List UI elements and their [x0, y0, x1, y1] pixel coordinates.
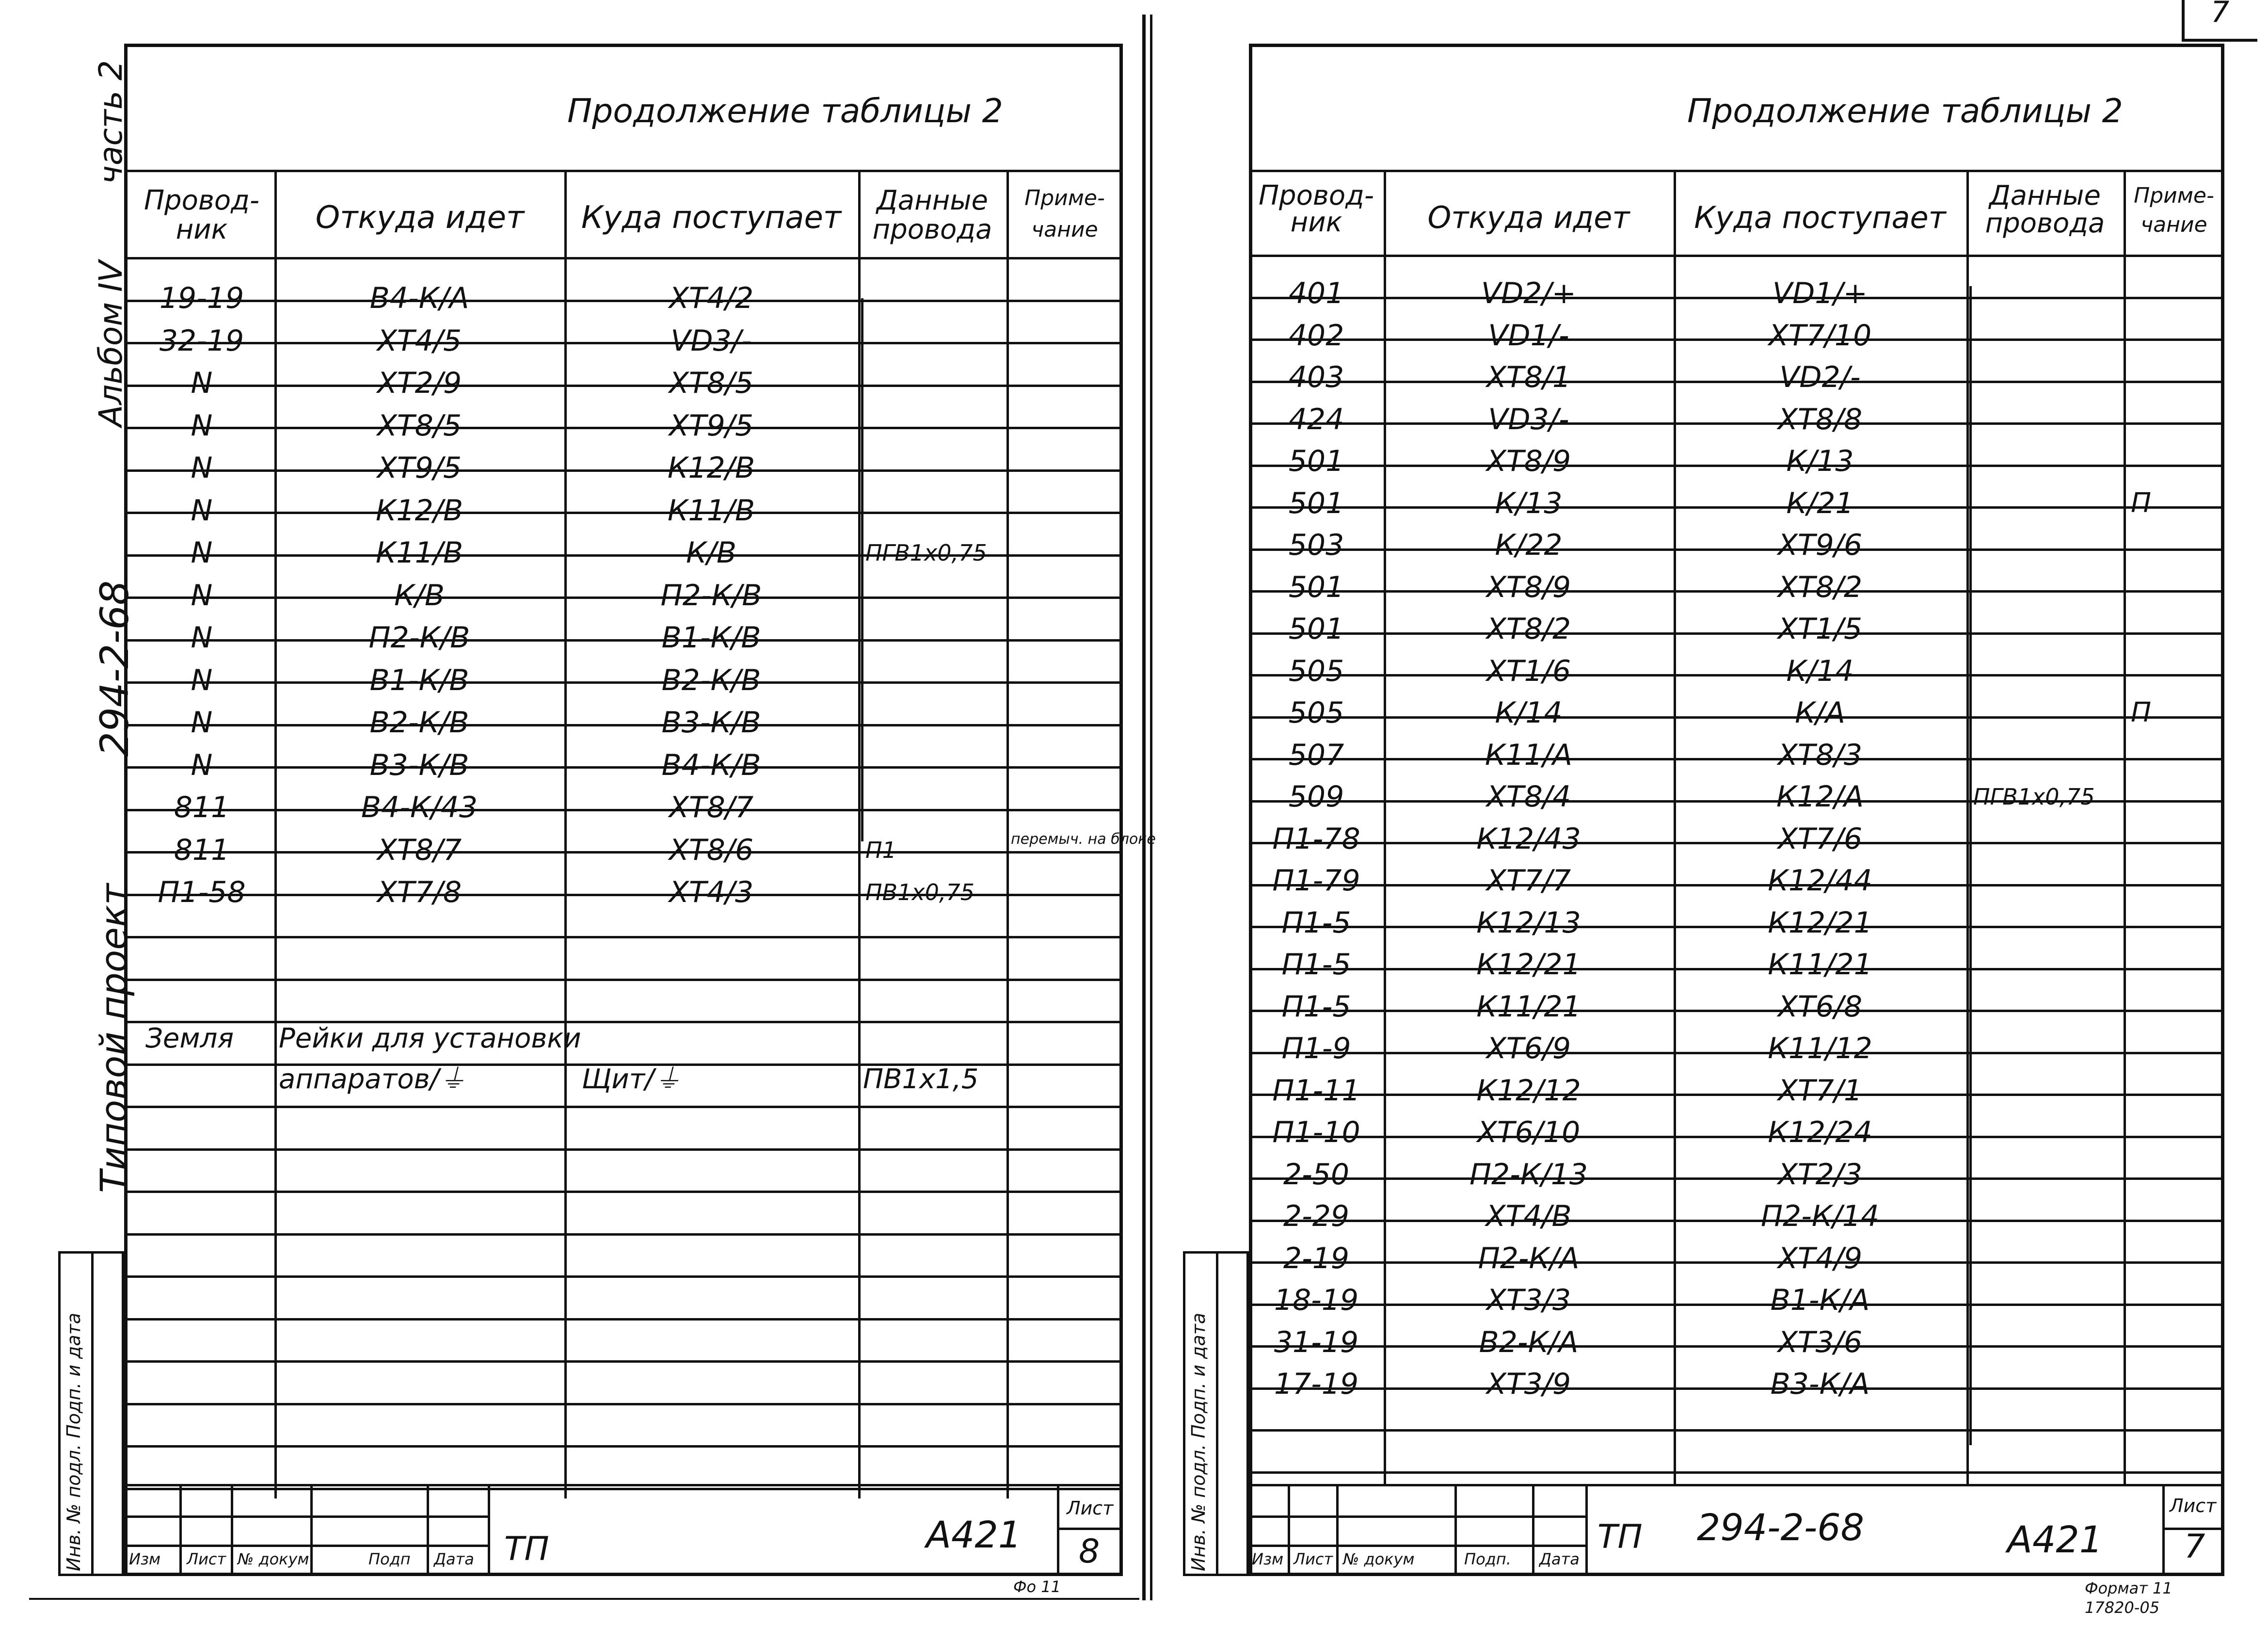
- left-header-top: [124, 170, 1123, 172]
- right-h1b: ник: [1290, 207, 1342, 238]
- left-row-3-col-a: N: [191, 408, 213, 443]
- right-row-7-col-c: ХТ8/2: [1777, 570, 1863, 604]
- left-row-10-col-b: В2-К/В: [369, 706, 469, 740]
- right-row-19-col-c: ХТ7/1: [1777, 1073, 1863, 1108]
- right-row-19-col-a: П1-11: [1272, 1073, 1360, 1108]
- right-row-22-col-a: 2-29: [1283, 1199, 1350, 1233]
- right-h2: Откуда идет: [1427, 200, 1630, 235]
- left-row-8-col-a: N: [191, 621, 213, 655]
- left-row-4-col-a: N: [191, 451, 213, 485]
- right-row-12-col-d: ПГВ1х0,75: [1973, 784, 2095, 810]
- right-row-12-col-a: 509: [1288, 780, 1344, 814]
- left-h4b: провода: [872, 214, 992, 245]
- left-row-line: [124, 1148, 1123, 1151]
- left-row-11-col-b: В3-К/В: [369, 748, 469, 782]
- right-row-line: [1249, 1471, 2224, 1474]
- right-stamp-izm: Изм: [1252, 1550, 1284, 1568]
- right-row-9-col-b: ХТ1/6: [1486, 654, 1571, 688]
- right-row-0-col-a: 401: [1288, 276, 1344, 310]
- left-row-13-col-a: 811: [174, 833, 230, 867]
- right-row-5-col-a: 501: [1288, 486, 1344, 520]
- left-row-line: [124, 1021, 1123, 1023]
- right-stamp-v6: [2162, 1484, 2165, 1576]
- right-row-5-col-e: П: [2131, 487, 2152, 519]
- left-h5b: чание: [1031, 217, 1098, 242]
- spine-part: часть 2: [92, 60, 129, 184]
- right-row-24-col-a: 18-19: [1274, 1283, 1359, 1317]
- right-row-8-col-b: ХТ8/2: [1486, 612, 1571, 646]
- right-row-16-col-c: К11/21: [1768, 948, 1872, 982]
- left-row-1-col-a: 32-19: [159, 323, 244, 358]
- left-row-line: [124, 1275, 1123, 1278]
- right-row-13-col-a: П1-78: [1272, 822, 1360, 856]
- left-row-7-col-a: N: [191, 578, 213, 612]
- left-row-0-col-b: В4-К/А: [369, 281, 469, 315]
- right-row-23-col-b: П2-К/А: [1478, 1241, 1580, 1275]
- right-row-20-col-a: П1-10: [1272, 1115, 1360, 1149]
- right-row-3-col-c: ХТ8/8: [1777, 402, 1863, 436]
- right-stamp-mid2: [1249, 1545, 1585, 1547]
- left-title: Продолжение таблицы 2: [567, 92, 1003, 130]
- right-row-8-col-c: ХТ1/5: [1777, 612, 1863, 646]
- left-h1b: ник: [176, 214, 228, 245]
- right-row-6-col-c: ХТ9/6: [1777, 528, 1863, 562]
- right-row-line: [1249, 1429, 2224, 1432]
- right-stamp-list: Лист: [1294, 1550, 1333, 1568]
- right-row-21-col-a: 2-50: [1283, 1157, 1350, 1192]
- left-col-line-4: [1006, 170, 1009, 1498]
- right-row-21-col-c: ХТ2/3: [1777, 1157, 1863, 1192]
- right-row-10-col-c: К/А: [1795, 696, 1845, 730]
- right-row-26-col-c: В3-К/А: [1770, 1367, 1870, 1401]
- left-row-2-col-a: N: [191, 366, 213, 400]
- right-row-26-col-a: 17-19: [1274, 1367, 1359, 1401]
- left-stamp-sheet-label: Лист: [1067, 1498, 1114, 1519]
- right-row-13-col-c: ХТ7/6: [1777, 822, 1863, 856]
- left-row-line: [124, 1318, 1123, 1321]
- left-row-4-col-b: ХТ9/5: [377, 451, 462, 485]
- left-row-14-col-a: П1-58: [158, 875, 246, 909]
- left-stamp-tp: ТП: [504, 1530, 549, 1568]
- right-row-17-col-a: П1-5: [1281, 989, 1351, 1024]
- left-row-5-col-b: К12/В: [375, 493, 463, 528]
- left-row-line: [124, 979, 1123, 981]
- right-side-stamp-text: Инв. № подл. Подп. и дата: [1188, 1312, 1209, 1571]
- left-row-7-col-c: П2-К/В: [660, 578, 762, 612]
- left-stamp-doc: № докум: [238, 1550, 309, 1568]
- center-divider: [1142, 15, 1146, 1600]
- right-row-0-col-b: VD2/+: [1481, 276, 1576, 310]
- left-row-13-col-d: П1: [865, 837, 896, 863]
- left-row-10-col-c: В3-К/В: [661, 706, 761, 740]
- right-row-3-col-a: 424: [1288, 402, 1344, 436]
- right-below-1: Формат 11: [2085, 1579, 2172, 1597]
- right-row-18-col-c: К11/12: [1768, 1031, 1872, 1065]
- right-row-18-col-a: П1-9: [1281, 1031, 1351, 1065]
- right-row-25-col-a: 31-19: [1274, 1325, 1359, 1359]
- right-row-10-col-e: П: [2131, 697, 2152, 728]
- left-stamp-sheet-div: [1057, 1528, 1123, 1530]
- left-below: Фо 11: [1013, 1578, 1061, 1596]
- corner-number: 7: [2211, 0, 2230, 29]
- right-row-12-col-c: К12/А: [1776, 780, 1864, 814]
- right-row-17-col-c: ХТ6/8: [1777, 989, 1863, 1024]
- right-col-line-4: [2124, 170, 2126, 1484]
- left-row-line: [124, 936, 1123, 938]
- left-row-14-col-c: ХТ4/3: [669, 875, 754, 909]
- right-row-line: [1249, 255, 2224, 257]
- left-stamp-v1: [179, 1484, 182, 1576]
- right-row-6-col-a: 503: [1288, 528, 1344, 562]
- left-row-line: [124, 1360, 1123, 1363]
- right-row-22-col-c: П2-К/14: [1760, 1199, 1880, 1233]
- right-row-16-col-a: П1-5: [1281, 948, 1351, 982]
- left-h1a: Провод-: [144, 185, 260, 216]
- left-col-line-3: [858, 170, 861, 1498]
- left-stamp-list: Лист: [187, 1550, 226, 1568]
- right-stamp-podp: Подп.: [1464, 1550, 1511, 1568]
- left-h4a: Данные: [877, 185, 988, 216]
- left-stamp-sheet-no: 8: [1079, 1532, 1100, 1571]
- right-row-7-col-b: ХТ8/9: [1486, 570, 1571, 604]
- left-row-line: [124, 1106, 1123, 1108]
- left-bottom-rule: [29, 1598, 1139, 1600]
- spine-album: Альбом IV: [92, 260, 129, 427]
- left-stamp-v2: [231, 1484, 233, 1576]
- right-row-2-col-b: ХТ8/1: [1486, 360, 1571, 394]
- right-row-22-col-b: ХТ4/В: [1485, 1199, 1572, 1233]
- right-stamp-tp: ТП: [1597, 1518, 1643, 1556]
- left-stamp-v5: [488, 1484, 490, 1576]
- left-stamp-data: Дата: [434, 1550, 474, 1568]
- left-row-12-col-a: 811: [174, 790, 230, 824]
- left-stamp-mid1: [124, 1515, 488, 1518]
- right-row-0-col-c: VD1/+: [1773, 276, 1868, 310]
- right-row-20-col-b: ХТ6/10: [1477, 1115, 1581, 1149]
- center-divider-2: [1150, 15, 1152, 1600]
- left-row-12-col-b: В4-К/43: [361, 790, 478, 824]
- left-row-2-col-b: ХТ2/9: [377, 366, 462, 400]
- left-row-line: [124, 1488, 1123, 1490]
- right-header-top: [1249, 170, 2224, 172]
- left-h3: Куда поступает: [581, 200, 842, 236]
- left-h5a: Приме-: [1024, 186, 1105, 210]
- left-row-5-col-c: К11/В: [667, 493, 755, 528]
- left-row-line: [124, 257, 1123, 259]
- right-row-7-col-a: 501: [1288, 570, 1344, 604]
- left-row-9-col-a: N: [191, 663, 213, 697]
- right-row-11-col-c: ХТ8/3: [1777, 738, 1863, 772]
- left-row-line: [124, 1233, 1123, 1236]
- right-row-15-col-b: К12/13: [1476, 905, 1581, 940]
- right-h4a: Данные: [1989, 180, 2101, 211]
- left-stamp-podp: Подп: [368, 1550, 411, 1568]
- right-row-12-col-b: ХТ8/4: [1486, 780, 1571, 814]
- left-row-9-col-b: В1-К/В: [369, 663, 469, 697]
- left-row-1-col-b: ХТ4/5: [377, 323, 462, 358]
- left-stamp-top: [124, 1484, 1123, 1486]
- right-row-14-col-a: П1-79: [1272, 864, 1360, 898]
- left-row-7-col-b: К/В: [394, 578, 445, 612]
- right-row-4-col-b: ХТ8/9: [1486, 444, 1571, 478]
- left-earth-b1: Рейки для установки: [279, 1023, 581, 1054]
- left-stamp-izm: Изм: [129, 1550, 161, 1568]
- right-stamp-v4: [1532, 1484, 1534, 1576]
- right-row-4-col-c: К/13: [1786, 444, 1854, 478]
- left-span-bracket: [861, 298, 863, 841]
- right-row-23-col-a: 2-19: [1283, 1241, 1350, 1275]
- left-row-6-col-b: К11/В: [375, 536, 463, 570]
- left-row-11-col-a: N: [191, 748, 213, 782]
- left-earth-d: ПВ1х1,5: [863, 1063, 979, 1095]
- right-row-25-col-c: ХТ3/6: [1777, 1325, 1863, 1359]
- left-row-6-col-c: К/В: [686, 536, 736, 570]
- right-stamp-v5: [1585, 1484, 1588, 1576]
- left-stamp-v4: [427, 1484, 429, 1576]
- right-row-23-col-c: ХТ4/9: [1777, 1241, 1863, 1275]
- right-row-1-col-c: ХТ7/10: [1768, 318, 1872, 353]
- right-stamp-doc: № докум: [1343, 1550, 1415, 1568]
- left-side-stamp-divider: [91, 1251, 94, 1576]
- right-col-line-3: [1966, 170, 1969, 1484]
- right-row-3-col-b: VD3/-: [1488, 402, 1569, 436]
- right-stamp-sheet-no: 7: [2184, 1528, 2205, 1566]
- right-row-13-col-b: К12/43: [1476, 822, 1581, 856]
- right-row-4-col-a: 501: [1288, 444, 1344, 478]
- right-h4b: провода: [1985, 208, 2105, 239]
- right-span-bracket: [1969, 286, 1972, 1445]
- left-row-11-col-c: В4-К/В: [661, 748, 761, 782]
- right-row-9-col-a: 505: [1288, 654, 1344, 688]
- left-row-3-col-b: ХТ8/5: [377, 408, 462, 443]
- right-row-16-col-b: К12/21: [1476, 948, 1581, 982]
- right-row-5-col-c: К/21: [1786, 486, 1854, 520]
- right-row-14-col-c: К12/44: [1768, 864, 1872, 898]
- right-row-6-col-b: К/22: [1495, 528, 1563, 562]
- right-row-17-col-b: К11/21: [1476, 989, 1581, 1024]
- right-row-24-col-c: В1-К/А: [1770, 1283, 1870, 1317]
- spine-project: Типовой проект: [92, 883, 135, 1193]
- left-stamp-v3: [310, 1484, 313, 1576]
- right-row-14-col-b: ХТ7/7: [1486, 864, 1571, 898]
- right-stamp-data: Дата: [1539, 1550, 1580, 1568]
- right-row-10-col-a: 505: [1288, 696, 1344, 730]
- right-row-10-col-b: К/14: [1495, 696, 1563, 730]
- right-row-25-col-b: В2-К/А: [1479, 1325, 1579, 1359]
- right-h1a: Провод-: [1258, 180, 1374, 211]
- right-stamp-v3: [1454, 1484, 1457, 1576]
- left-row-4-col-c: К12/В: [667, 451, 755, 485]
- left-earth-b2: аппаратов/⏚: [279, 1063, 466, 1095]
- right-side-stamp-divider: [1216, 1251, 1218, 1576]
- left-row-8-col-c: В1-К/В: [661, 621, 761, 655]
- right-row-1-col-b: VD1/-: [1488, 318, 1569, 353]
- right-title: Продолжение таблицы 2: [1687, 92, 2123, 130]
- right-below-2: 17820-05: [2085, 1598, 2160, 1617]
- right-stamp-v1: [1288, 1484, 1290, 1576]
- right-row-26-col-b: ХТ3/9: [1486, 1367, 1571, 1401]
- right-stamp-top: [1249, 1484, 2224, 1486]
- right-stamp-sheet-label: Лист: [2170, 1495, 2217, 1516]
- left-row-9-col-c: В2-К/В: [661, 663, 761, 697]
- right-row-11-col-b: К11/А: [1485, 738, 1573, 772]
- right-row-15-col-c: К12/21: [1768, 905, 1872, 940]
- right-row-2-col-a: 403: [1288, 360, 1344, 394]
- right-stamp-code: А421: [2007, 1518, 2103, 1561]
- left-row-13-col-b: ХТ8/7: [377, 833, 462, 867]
- right-row-11-col-a: 507: [1288, 738, 1344, 772]
- right-row-21-col-b: П2-К/13: [1469, 1157, 1588, 1192]
- left-side-stamp-text: Инв. № подл. Подп. и дата: [63, 1312, 84, 1571]
- right-row-15-col-a: П1-5: [1281, 905, 1351, 940]
- right-row-2-col-c: VD2/-: [1779, 360, 1861, 394]
- left-row-1-col-c: VD3/-: [671, 323, 752, 358]
- right-row-18-col-b: ХТ6/9: [1486, 1031, 1571, 1065]
- left-row-8-col-b: П2-К/В: [368, 621, 470, 655]
- left-row-6-col-a: N: [191, 536, 213, 570]
- left-row-0-col-a: 19-19: [159, 281, 244, 315]
- spine-code: 294-2-68: [92, 580, 137, 757]
- right-row-8-col-a: 501: [1288, 612, 1344, 646]
- right-row-5-col-b: К/13: [1495, 486, 1563, 520]
- left-row-12-col-c: ХТ8/7: [669, 790, 754, 824]
- left-h2: Откуда идет: [315, 200, 525, 236]
- left-stamp-code: А421: [926, 1513, 1022, 1556]
- right-h5b: чание: [2140, 212, 2207, 237]
- left-stamp-mid2: [124, 1545, 488, 1547]
- right-stamp-mid1: [1249, 1515, 1585, 1518]
- left-row-6-col-d: ПГВ1х0,75: [865, 540, 987, 566]
- right-stamp-code1: 294-2-68: [1697, 1506, 1864, 1549]
- right-h5a: Приме-: [2134, 183, 2214, 208]
- right-h3: Куда поступает: [1694, 200, 1946, 235]
- left-row-5-col-a: N: [191, 493, 213, 528]
- right-row-9-col-c: К/14: [1786, 654, 1854, 688]
- right-row-20-col-c: К12/24: [1768, 1115, 1872, 1149]
- right-row-1-col-a: 402: [1288, 318, 1344, 353]
- left-earth-c: Щит/⏚: [582, 1063, 682, 1095]
- right-row-24-col-b: ХТ3/3: [1486, 1283, 1571, 1317]
- left-stamp-v6: [1057, 1484, 1059, 1576]
- left-row-3-col-c: ХТ9/5: [669, 408, 754, 443]
- left-row-14-col-b: ХТ7/8: [377, 875, 462, 909]
- left-row-2-col-c: ХТ8/5: [669, 366, 754, 400]
- left-row-line: [124, 1191, 1123, 1193]
- right-row-19-col-b: К12/12: [1476, 1073, 1581, 1108]
- right-stamp-v2: [1336, 1484, 1339, 1576]
- left-row-line: [124, 1403, 1123, 1405]
- left-row-0-col-c: ХТ4/2: [669, 281, 754, 315]
- left-row-14-col-d: ПВ1х0,75: [865, 879, 975, 905]
- left-earth-a: Земля: [145, 1023, 234, 1054]
- left-row-13-col-e: перемыч. на блоке: [1011, 830, 1156, 848]
- left-row-13-col-c: ХТ8/6: [669, 833, 754, 867]
- left-row-10-col-a: N: [191, 706, 213, 740]
- left-row-line: [124, 1445, 1123, 1448]
